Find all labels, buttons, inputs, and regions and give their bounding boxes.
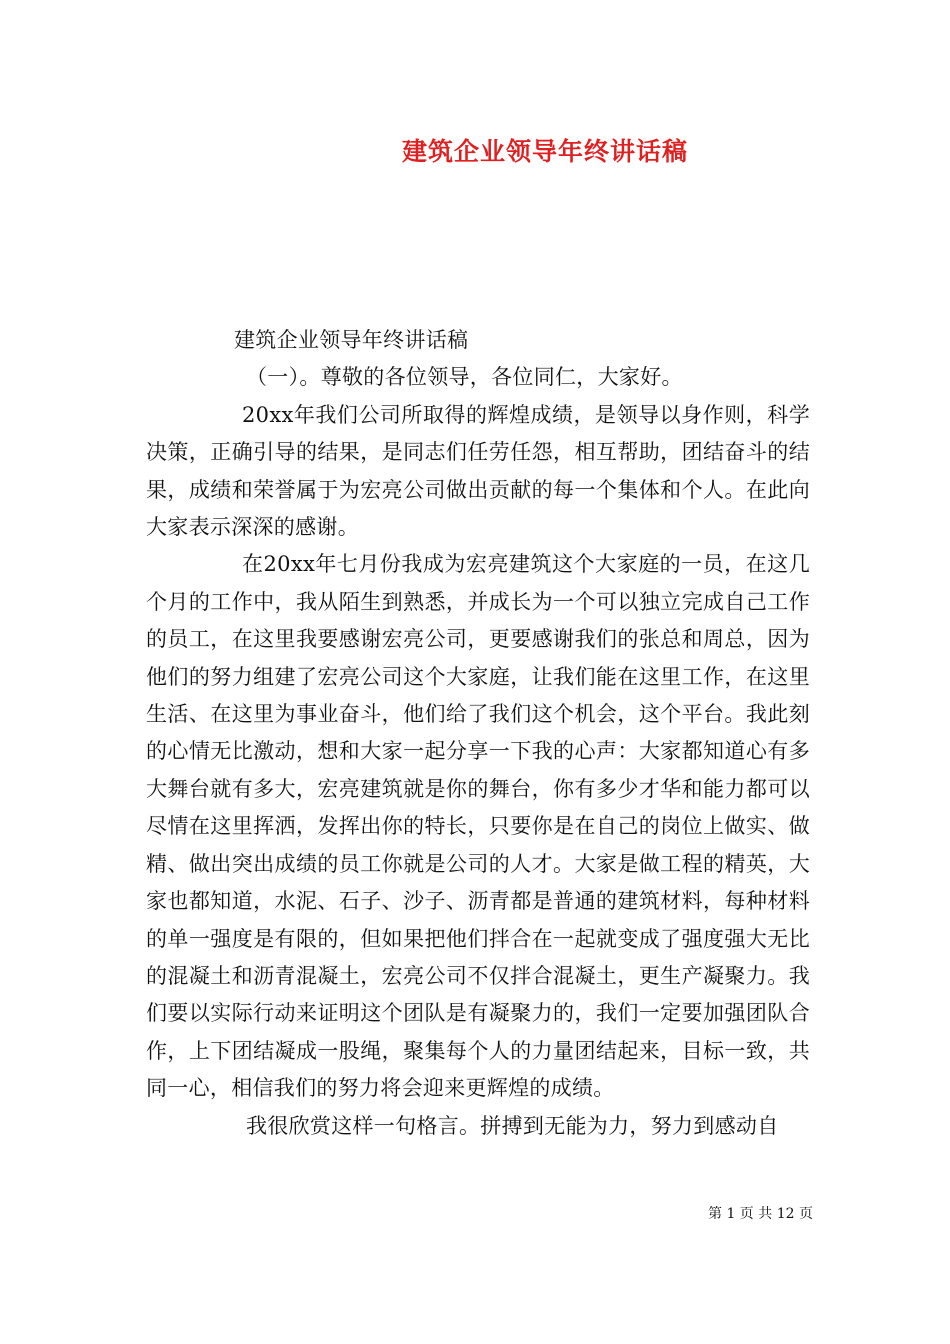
paragraph-3: 我很欣赏这样一句格言。拼搏到无能为力，努力到感动自 — [246, 1113, 779, 1138]
document-body — [146, 322, 810, 1145]
greeting-line: （一）。尊敬的各位领导，各位同仁，大家好。 — [246, 365, 683, 390]
page-indicator: 第 1 页 共 12 页 — [708, 1206, 813, 1222]
document-subtitle: 建筑企业领导年终讲话稿 — [234, 328, 469, 352]
document-title: 建筑企业领导年终讲话稿 — [401, 137, 688, 166]
paragraph-2: 在20xx年七月份我成为宏亮建筑这个大家庭的一员，在这几个月的工作中，我从陌生到熟悉，并成长为一个可以独立完成自己工作的员工，在这里我要感谢宏亮公司，更要感谢我们的张总和周总，因为他们的努力组建了宏亮公司这个大家庭，让我们能在这里工作，在这里生活、在这里为事业奋斗，他们给了我们这个机会，这个平台。我此刻的心情无比激动，想和大家一起分享一下我的心声：大家都知道心有多大舞台就有多大，宏亮建筑就是你的舞台，你有多少才华和能力都可以尽情在这里挥洒，发挥出你的特长，只要你是在自己的岗位上做实、做精、做出突出成绩的员工你就是公司的人才。大家是做工程的精英，大家也都知道，水泥、石子、沙子、沥青都是普通的建筑材料，每种材料的单一强度是有限的，但如果把他们拌合在一起就变成了强度强大无比的混凝土和沥青混凝土，宏亮公司不仅拌合混凝土，更生产凝聚力。我们要以实际行动来证明这个团队是有凝聚力的，我们一定要加强团队合作，上下团结凝成一股绳，聚集每个人的力量团结起来，目标一致，共同一心，相信我们的努力将会迎来更辉煌的成绩。 — [146, 552, 810, 1101]
paragraph-1: 20xx年我们公司所取得的辉煌成绩，是领导以身作则，科学决策，正确引导的结果，是同志们任劳任怨，相互帮助，团结奋斗的结果，成绩和荣誉属于为宏亮公司做出贡献的每一个集体和个人。在此向大家表示深深的感谢。 — [146, 402, 810, 540]
